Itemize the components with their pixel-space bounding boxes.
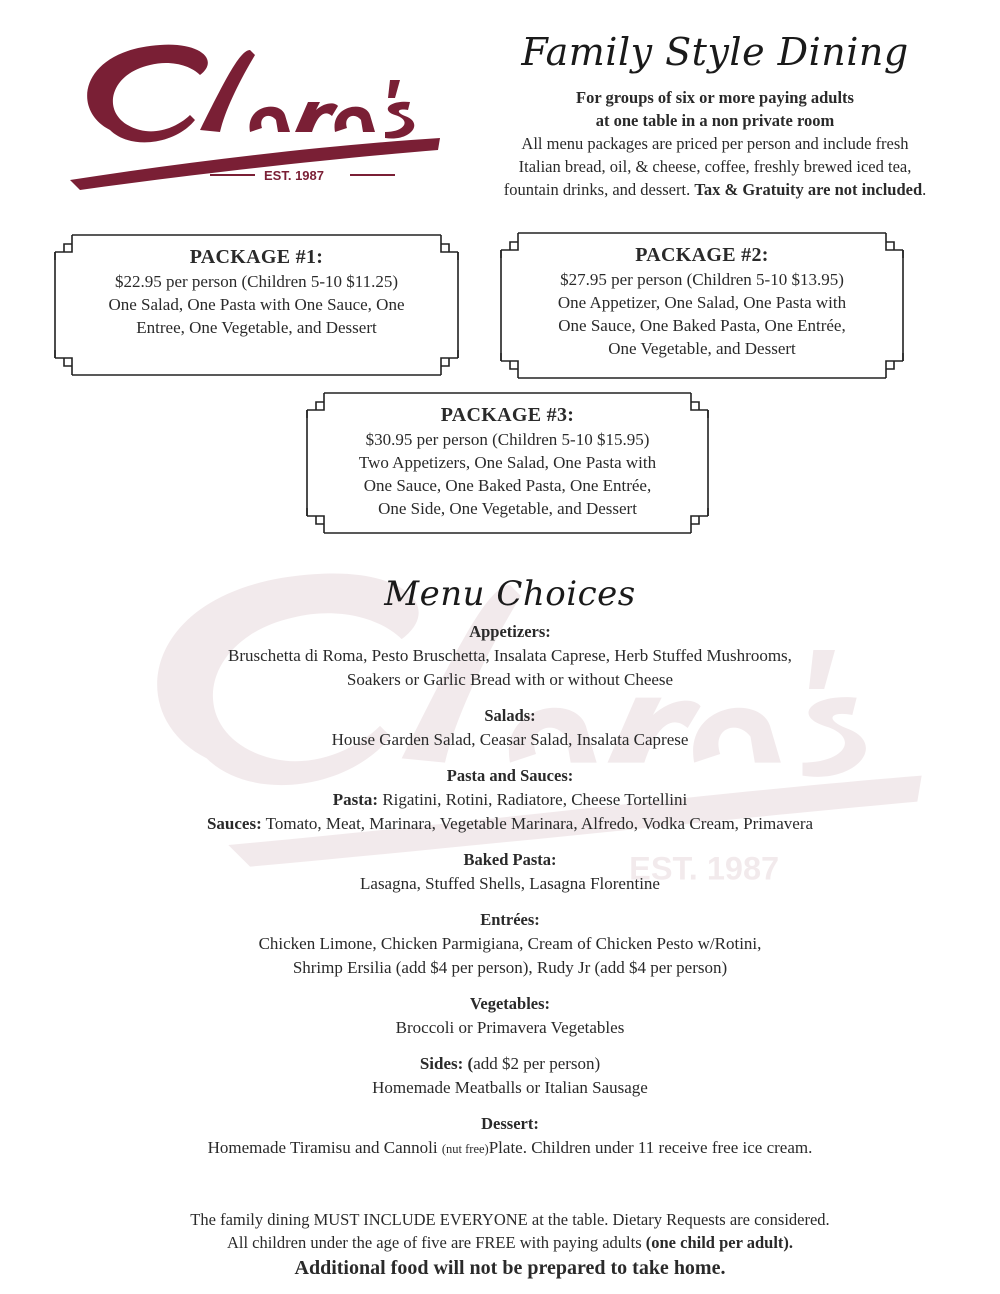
sides-line: Homemade Meatballs or Italian Sausage [372,1078,648,1097]
vegetables-section [100,992,920,1040]
sauces-line [100,812,920,836]
family-style-dining-title: Family Style Dining [521,30,909,74]
header-block [460,26,970,201]
appetizers-section [100,620,920,692]
frame-corner-ornament [441,350,458,375]
sides-note: add $2 per person) [473,1054,601,1073]
package-1-title: PACKAGE #1: [189,246,324,268]
baked-pasta-heading: Baked Pasta: [463,850,557,869]
footer-take-home-note: Additional food will not be prepared to take home. [294,1257,726,1279]
sides-heading: Sides: ( [419,1054,474,1073]
package-1-line: $22.95 per person (Children 5-10 $11.25) [114,272,399,291]
package-3-line: One Sauce, One Baked Pasta, One Entrée, [363,476,652,495]
salads-line: House Garden Salad, Ceasar Salad, Insalata Caprese [331,730,689,749]
package-3-line: One Side, One Vegetable, and Dessert [378,499,637,518]
pasta-label: Pasta: [332,790,379,809]
header-line-5-period: . [922,180,927,199]
claras-logo [50,20,450,200]
baked-pasta-line: Lasagna, Stuffed Shells, Lasagna Florentine [360,874,660,893]
pasta-line [100,788,920,812]
dessert-heading: Dessert: [481,1114,539,1133]
salads-heading: Salads: [484,706,536,725]
package-2-box [498,230,906,381]
vegetables-heading: Vegetables: [469,994,551,1013]
sides-section [100,1052,920,1100]
baked-pasta-section [100,848,920,896]
appetizers-heading: Appetizers: [469,622,551,641]
sauces-list: Tomato, Meat, Marinara, Vegetable Marinara, Alfredo, Vodka Cream, Primavera [261,814,814,833]
one-child-per-adult: (one child per adult). [645,1233,794,1252]
watermark-est-text: EST. 1987 [629,850,780,887]
entrees-section [100,908,920,980]
entrees-line: Shrimp Ersilia (add $4 per person), Rudy Jr (add $4 per person) [292,958,728,977]
header-line-2: at one table in a non private room [595,111,835,130]
pasta-list: Rigatini, Rotini, Radiatore, Cheese Tortellini [378,790,688,809]
pasta-heading: Pasta and Sauces: [446,766,574,785]
footer-line-1: The family dining MUST INCLUDE EVERYONE at the table. Dietary Requests are considered. [190,1210,830,1229]
package-1-line: One Salad, One Pasta with One Sauce, One [108,295,405,314]
vegetables-line: Broccoli or Primavera Vegetables [395,1018,625,1037]
header-line-3: All menu packages are priced per person and include fresh [521,134,909,153]
entrees-heading: Entrées: [480,910,540,929]
package-3-box [304,390,711,536]
appetizers-line: Bruschetta di Roma, Pesto Bruschetta, Insalata Caprese, Herb Stuffed Mushrooms, [228,646,792,665]
menu-choices-title: Menu Choices [384,574,636,614]
salads-section [100,704,920,752]
header-line-5 [460,178,970,201]
sauces-label: Sauces: [206,814,262,833]
tax-gratuity-note: Tax & Gratuity are not included [694,180,923,199]
package-1-line: Entree, One Vegetable, and Dessert [136,318,377,337]
header-line-5-text: fountain drinks, and dessert. [503,180,691,199]
appetizers-line: Soakers or Garlic Bread with or without Cheese [346,670,674,689]
package-2-line: One Sauce, One Baked Pasta, One Entrée, [558,316,846,335]
package-2-line: $27.95 per person (Children 5-10 $13.95) [560,270,844,289]
package-3-line: $30.95 per person (Children 5-10 $15.95) [365,430,650,449]
dessert-text: Homemade Tiramisu and Cannoli [207,1138,442,1157]
package-2-line: One Vegetable, and Dessert [608,339,796,358]
logo-rule-left [210,174,255,176]
footer-notes [60,1208,960,1282]
frame-corner-ornament [55,350,72,375]
entrees-line: Chicken Limone, Chicken Parmigiana, Cream of Chicken Pesto w/Rotini, [258,934,762,953]
dessert-text-2: Plate. Children under 11 receive free ice cream. [488,1138,813,1157]
logo-est-text: EST. 1987 [264,168,324,183]
package-3-title: PACKAGE #3: [440,404,575,426]
pasta-section [100,764,920,836]
package-3-line: Two Appetizers, One Salad, One Pasta with [358,453,657,472]
menu-choices [100,568,920,1173]
logo-lettering [70,45,440,190]
footer-line-2 [60,1231,960,1254]
footer-line-2-text: All children under the age of five are FREE with paying adults [226,1233,646,1252]
dessert-line [100,1136,920,1161]
nut-free-note: (nut free) [441,1142,489,1156]
sides-heading-line [100,1052,920,1076]
header-line-4: Italian bread, oil, & cheese, coffee, freshly brewed iced tea, [518,157,912,176]
dessert-section [100,1112,920,1161]
header-line-1: For groups of six or more paying adults [576,88,854,107]
logo-rule-right [350,174,395,176]
package-2-title: PACKAGE #2: [635,244,769,266]
package-1-box [52,232,461,378]
package-2-line: One Appetizer, One Salad, One Pasta with [557,293,847,312]
